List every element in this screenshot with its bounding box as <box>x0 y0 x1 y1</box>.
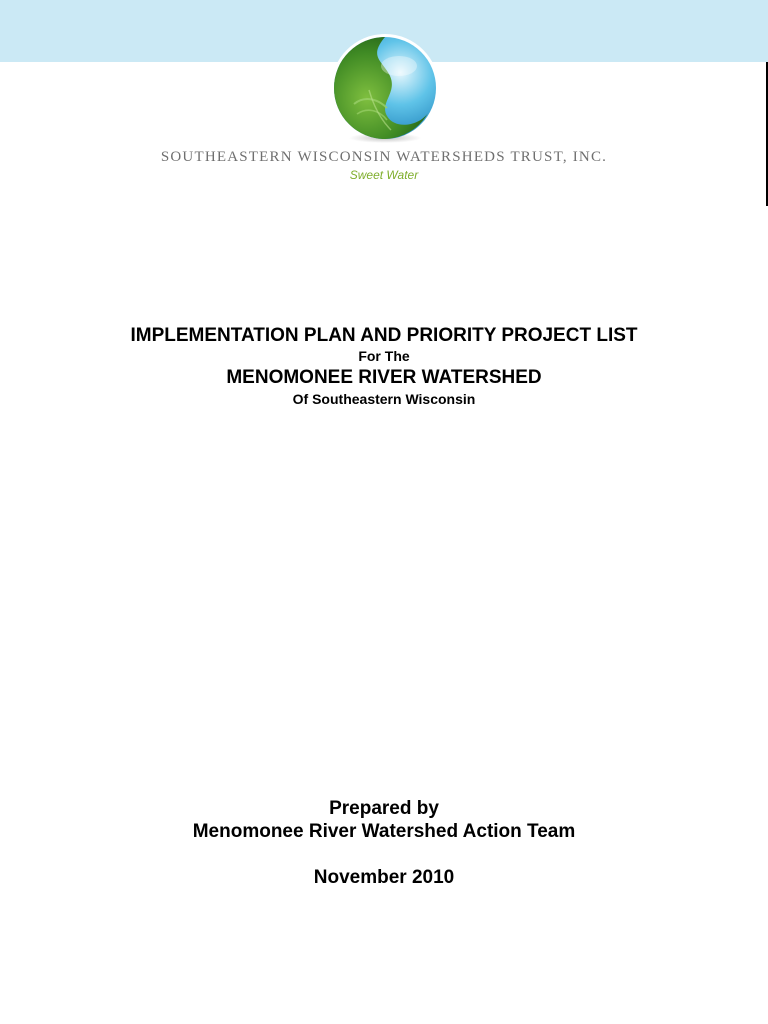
organization-name: SOUTHEASTERN WISCONSIN WATERSHEDS TRUST, INC. <box>160 149 608 165</box>
title-line-1: IMPLEMENTATION PLAN AND PRIORITY PROJECT LIST <box>130 325 638 346</box>
title-line-4: Of Southeastern Wisconsin <box>292 391 476 407</box>
title-line-3: MENOMONEE RIVER WATERSHED <box>226 367 542 388</box>
prepared-by-label: Prepared by <box>329 798 439 819</box>
document-date: November 2010 <box>313 867 455 888</box>
prepared-by-block <box>0 797 768 843</box>
title-line-2: For The <box>358 348 410 364</box>
sweet-water-logo-icon <box>329 34 441 146</box>
document-title-block <box>0 324 768 409</box>
organization-tagline: Sweet Water <box>349 168 419 182</box>
prepared-by-team: Menomonee River Watershed Action Team <box>192 821 576 842</box>
